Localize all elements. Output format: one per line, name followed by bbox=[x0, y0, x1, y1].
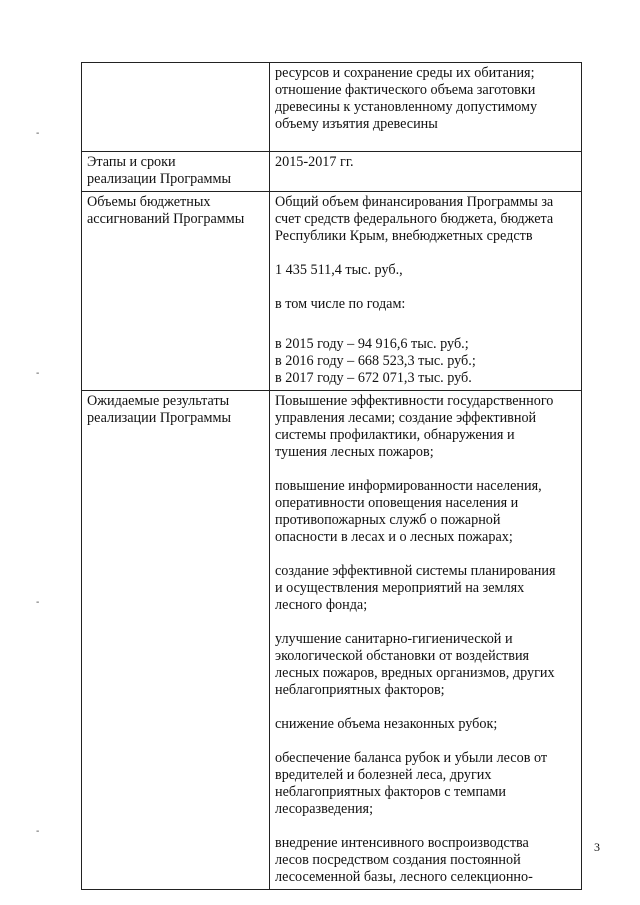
stages-value: 2015-2017 гг. bbox=[275, 154, 354, 170]
budget-total: 1 435 511,4 тыс. руб., bbox=[275, 262, 403, 278]
budget-year-2015: в 2015 году – 94 916,6 тыс. руб.; bbox=[275, 336, 469, 352]
row-label-stages bbox=[82, 152, 270, 192]
text-line: обеспечение баланса рубок и убыли лесов от bbox=[275, 750, 548, 766]
row-label-empty bbox=[82, 63, 270, 152]
margin-mark: - bbox=[36, 826, 40, 837]
text-line: лесов посредством создания постоянной bbox=[275, 852, 521, 868]
text-line: древесины к установленному допустимому bbox=[275, 99, 538, 115]
result-paragraph bbox=[275, 716, 576, 733]
text-line: Общий объем финансирования Программы за bbox=[275, 194, 554, 210]
text-line: ресурсов и сохранение среды их обитания; bbox=[275, 65, 535, 81]
table-row-stages bbox=[82, 152, 582, 192]
text-line: неблагоприятных факторов; bbox=[275, 682, 445, 698]
text-line: противопожарных служб о пожарной bbox=[275, 512, 501, 528]
result-paragraph bbox=[275, 478, 576, 546]
text-line: лесных пожаров, вредных организмов, других bbox=[275, 665, 555, 681]
text-line: неблагоприятных факторов с темпами bbox=[275, 784, 506, 800]
label-line: ассигнований Программы bbox=[87, 211, 245, 227]
text-line: создание эффективной системы планирования bbox=[275, 563, 556, 579]
result-paragraph bbox=[275, 563, 576, 614]
text-line: Республики Крым, внебюджетных средств bbox=[275, 228, 533, 244]
label-line: Ожидаемые результаты bbox=[87, 393, 230, 409]
margin-mark: - bbox=[36, 128, 40, 139]
budget-by-years-label: в том числе по годам: bbox=[275, 296, 406, 312]
program-passport-table bbox=[81, 62, 582, 890]
row-value-continuation bbox=[270, 63, 582, 152]
text-line: и осуществления мероприятий на землях bbox=[275, 580, 525, 596]
text-line: лесосеменной базы, лесного селекционно- bbox=[275, 869, 533, 885]
text-line: лесного фонда; bbox=[275, 597, 368, 613]
text-line: счет средств федерального бюджета, бюджета bbox=[275, 211, 554, 227]
row-label-budget bbox=[82, 192, 270, 391]
budget-year-2016: в 2016 году – 668 523,3 тыс. руб.; bbox=[275, 353, 476, 369]
result-paragraph bbox=[275, 750, 576, 818]
row-value-stages bbox=[270, 152, 582, 192]
page-number: 3 bbox=[594, 840, 600, 854]
text-line: повышение информированности населения, bbox=[275, 478, 542, 494]
result-paragraph bbox=[275, 631, 576, 699]
label-line: Объемы бюджетных bbox=[87, 194, 211, 210]
text-line: отношение фактического объема заготовки bbox=[275, 82, 536, 98]
text-line: управления лесами; создание эффективной bbox=[275, 410, 537, 426]
text-line: улучшение санитарно-гигиенической и bbox=[275, 631, 513, 647]
margin-mark: - bbox=[36, 368, 40, 379]
text-line: внедрение интенсивного воспроизводства bbox=[275, 835, 529, 851]
table-row-results bbox=[82, 391, 582, 890]
row-label-results bbox=[82, 391, 270, 890]
text-line: Повышение эффективности государственного bbox=[275, 393, 554, 409]
text-line: системы профилактики, обнаружения и bbox=[275, 427, 515, 443]
row-value-budget bbox=[270, 192, 582, 391]
label-line: реализации Программы bbox=[87, 171, 232, 187]
label-line: реализации Программы bbox=[87, 410, 232, 426]
result-paragraph bbox=[275, 835, 576, 886]
text-line: оперативности оповещения населения и bbox=[275, 495, 519, 511]
text-line: тушения лесных пожаров; bbox=[275, 444, 434, 460]
text-line: опасности в лесах и о лесных пожарах; bbox=[275, 529, 513, 545]
result-paragraph bbox=[275, 393, 576, 461]
text-line: снижение объема незаконных рубок; bbox=[275, 716, 498, 732]
margin-mark: - bbox=[36, 597, 40, 608]
table-row-continuation bbox=[82, 63, 582, 152]
text-line: вредителей и болезней леса, других bbox=[275, 767, 492, 783]
budget-year-2017: в 2017 году – 672 071,3 тыс. руб. bbox=[275, 370, 472, 386]
label-line: Этапы и сроки bbox=[87, 154, 176, 170]
text-line: лесоразведения; bbox=[275, 801, 374, 817]
text-line: экологической обстановки от воздействия bbox=[275, 648, 530, 664]
table-row-budget bbox=[82, 192, 582, 391]
text-line: объему изъятия древесины bbox=[275, 116, 438, 132]
row-value-results bbox=[270, 391, 582, 890]
